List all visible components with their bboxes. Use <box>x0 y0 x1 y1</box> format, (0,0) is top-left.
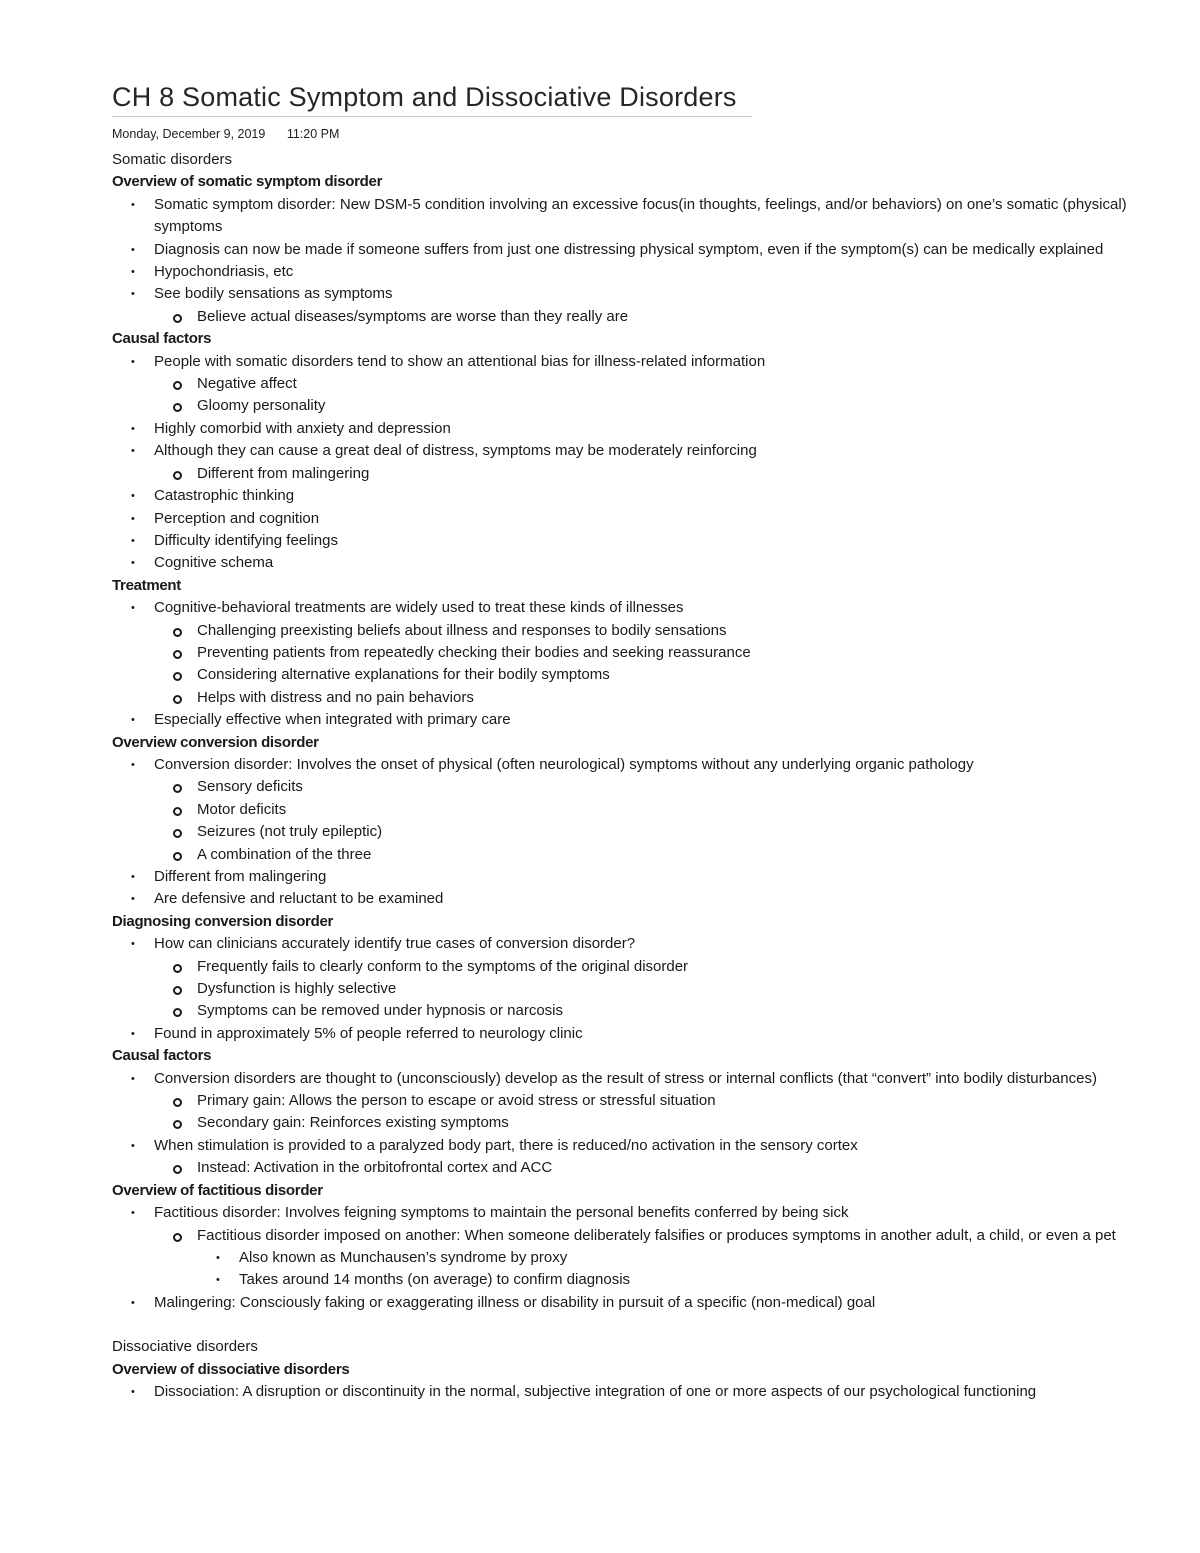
list-item: Symptoms can be removed under hypnosis or narcosis <box>112 1000 1162 1022</box>
note-timestamp <box>112 127 1162 149</box>
list-item: Sensory deficits <box>112 776 1162 798</box>
list-item: • Difficulty identifying feelings <box>112 530 1162 552</box>
list-causal-factors-2 <box>112 1068 1162 1180</box>
list-item: • Malingering: Consciously faking or exaggerating illness or disability in pursuit of a specific (non-medical) goal <box>112 1292 1162 1314</box>
list-factitious-overview <box>112 1202 1162 1314</box>
list-item: Factitious disorder imposed on another: When someone deliberately falsifies or produces symptoms in another adult, a child, or even a pet <box>112 1225 1162 1247</box>
list-item: Instead: Activation in the orbitofrontal cortex and ACC <box>112 1157 1162 1179</box>
list-treatment <box>112 597 1162 731</box>
list-item: • Also known as Munchausen’s syndrome by proxy <box>112 1247 1162 1269</box>
list-item: Negative affect <box>112 373 1162 395</box>
list-item: Different from malingering <box>112 463 1162 485</box>
list-item: • Conversion disorder: Involves the onset of physical (often neurological) symptoms without any underlying organic pathology <box>112 754 1162 776</box>
list-conversion-overview <box>112 754 1162 911</box>
heading-conversion-overview: Overview conversion disorder <box>112 733 319 751</box>
list-item: • Catastrophic thinking <box>112 485 1162 507</box>
list-item: • Conversion disorders are thought to (unconsciously) develop as the result of stress or internal conflicts (that “convert” into bodily disturbances) <box>112 1068 1162 1090</box>
list-item: • When stimulation is provided to a paralyzed body part, there is reduced/no activation in the sensory cortex <box>112 1135 1162 1157</box>
heading-causal-factors-2: Causal factors <box>112 1047 212 1065</box>
list-item: Primary gain: Allows the person to escape or avoid stress or stressful situation <box>112 1090 1162 1112</box>
list-item: • Found in approximately 5% of people referred to neurology clinic <box>112 1023 1162 1045</box>
list-item: • People with somatic disorders tend to show an attentional bias for illness-related information <box>112 351 1162 373</box>
list-item: Motor deficits <box>112 799 1162 821</box>
page-title: CH 8 Somatic Symptom and Dissociative Disorders <box>112 82 752 117</box>
list-item: Seizures (not truly epileptic) <box>112 821 1162 843</box>
note-date: Monday, December 9, 2019 <box>112 127 266 141</box>
section-label-somatic: Somatic disorders <box>112 151 233 168</box>
list-item: • Are defensive and reluctant to be examined <box>112 888 1162 910</box>
list-item: Gloomy personality <box>112 395 1162 417</box>
list-item: • Hypochondriasis, etc <box>112 261 1162 283</box>
list-item: Secondary gain: Reinforces existing symptoms <box>112 1112 1162 1134</box>
heading-treatment: Treatment <box>112 576 181 594</box>
list-item: Frequently fails to clearly conform to the symptoms of the original disorder <box>112 956 1162 978</box>
list-item: Challenging preexisting beliefs about illness and responses to bodily sensations <box>112 620 1162 642</box>
list-item: • Especially effective when integrated with primary care <box>112 709 1162 731</box>
list-item: • Cognitive-behavioral treatments are widely used to treat these kinds of illnesses <box>112 597 1162 619</box>
list-item: Dysfunction is highly selective <box>112 978 1162 1000</box>
list-item: • Factitious disorder: Involves feigning symptoms to maintain the personal benefits conferred by being sick <box>112 1202 1162 1224</box>
list-item: • See bodily sensations as symptoms <box>112 283 1162 305</box>
heading-factitious-overview: Overview of factitious disorder <box>112 1181 323 1199</box>
heading-dissociative-overview: Overview of dissociative disorders <box>112 1360 350 1378</box>
list-item: • Highly comorbid with anxiety and depression <box>112 418 1162 440</box>
heading-causal-factors-1: Causal factors <box>112 330 212 348</box>
list-item: • Different from malingering <box>112 866 1162 888</box>
list-item: • Perception and cognition <box>112 508 1162 530</box>
list-item: • How can clinicians accurately identify true cases of conversion disorder? <box>112 933 1162 955</box>
list-item: Helps with distress and no pain behaviors <box>112 687 1162 709</box>
list-item: • Diagnosis can now be made if someone suffers from just one distressing physical symptom, even if the symptom(s) can be medically explained <box>112 239 1162 261</box>
list-item: • Cognitive schema <box>112 552 1162 574</box>
list-dissociative-overview <box>112 1381 1162 1403</box>
heading-diagnosing-conversion: Diagnosing conversion disorder <box>112 912 334 930</box>
list-item: A combination of the three <box>112 844 1162 866</box>
spacer <box>112 1314 1162 1336</box>
list-diagnosing-conversion <box>112 933 1162 1045</box>
list-item: • Although they can cause a great deal of distress, symptoms may be moderately reinforcing <box>112 440 1162 462</box>
note-time: 11:20 PM <box>286 127 340 141</box>
list-item: • Dissociation: A disruption or discontinuity in the normal, subjective integration of one or more aspects of our psychological functioning <box>112 1381 1162 1403</box>
list-item: Preventing patients from repeatedly checking their bodies and seeking reassurance <box>112 642 1162 664</box>
list-causal-factors-1 <box>112 351 1162 575</box>
heading-somatic-overview: Overview of somatic symptom disorder <box>112 173 383 191</box>
section-label-dissociative: Dissociative disorders <box>112 1338 258 1356</box>
list-item: Considering alternative explanations for their bodily symptoms <box>112 664 1162 686</box>
list-item: • Somatic symptom disorder: New DSM-5 condition involving an excessive focus(in thoughts, feelings, and/or behaviors) on one’s somatic (physical) symptoms <box>112 194 1162 239</box>
list-item: Believe actual diseases/symptoms are worse than they really are <box>112 306 1162 328</box>
list-somatic-overview <box>112 194 1162 328</box>
note-page <box>112 82 1162 1403</box>
list-item: • Takes around 14 months (on average) to confirm diagnosis <box>112 1269 1162 1291</box>
